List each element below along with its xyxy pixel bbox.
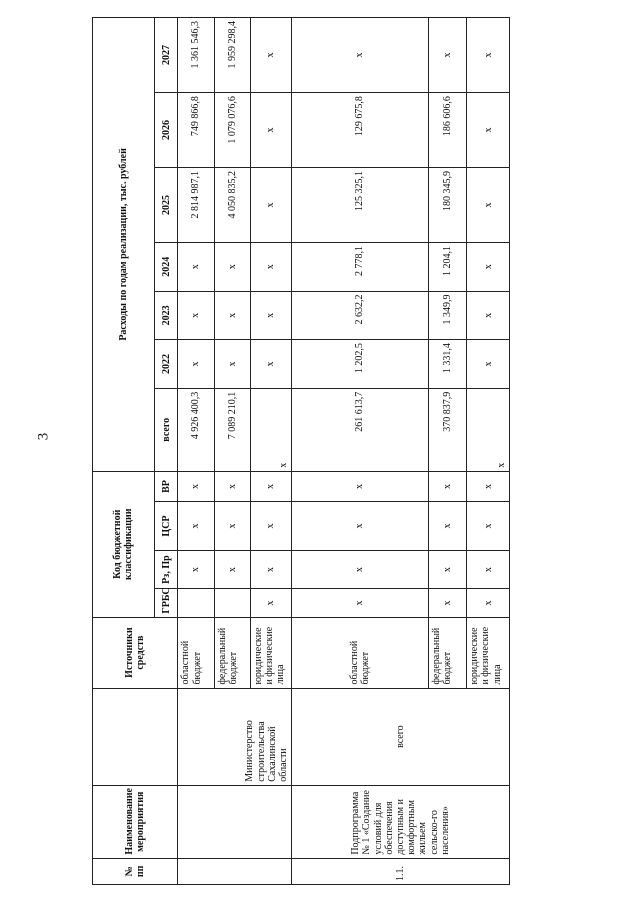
cell-2025: х [251,168,292,243]
cell-source: юридические и физические лица [467,617,510,688]
cell-2022: х [467,340,510,389]
cell-2026: 1 079 076,6 [214,93,250,168]
cell-csr: х [214,502,250,551]
cell-vr: х [292,471,429,501]
cell-source: юридические и физические лица [251,617,292,688]
cell-num-empty [178,858,292,884]
cell-rzpr: х [428,550,466,588]
header-executor [93,688,178,785]
header-year-2027: 2027 [154,18,177,93]
cell-2022: х [251,340,292,389]
cell-2026: х [467,93,510,168]
header-year-2023: 2023 [154,291,177,340]
cell-2023: х [467,291,510,340]
expenses-table [92,17,510,885]
cell-2026: 186 606,6 [428,93,466,168]
cell-grbs: х [292,589,429,617]
cell-2023: 1 349,9 [428,291,466,340]
cell-executor: всего [292,688,510,785]
cell-2024: х [178,242,214,291]
header-sources: Источники средств [93,617,178,688]
cell-vr: х [251,471,292,501]
cell-2025: 2 814 987,1 [178,168,214,243]
cell-csr: х [251,502,292,551]
header-name: Наименование мероприятия [93,785,178,858]
cell-2022: 1 331,4 [428,340,466,389]
cell-total: 4 926 400,3 [178,388,214,471]
cell-vr: х [467,471,510,501]
header-csr: ЦСР [154,502,177,551]
cell-2027: х [251,18,292,93]
cell-total: 370 837,9 [428,388,466,471]
cell-csr: х [178,502,214,551]
cell-csr: х [467,502,510,551]
header-year-2025: 2025 [154,168,177,243]
cell-rzpr: х [467,550,510,588]
page-number: 3 [35,432,52,441]
cell-2025: 125 325,1 [292,168,429,243]
cell-2026: 749 866,8 [178,93,214,168]
cell-num: 1.1. [292,858,510,884]
cell-total: 261 613,7 [292,388,429,471]
cell-2023: х [214,291,250,340]
cell-grbs [178,589,214,617]
cell-2025: х [467,168,510,243]
cell-2022: х [214,340,250,389]
table-row [178,18,214,885]
header-grbs: ГРБС [154,589,177,617]
cell-2023: х [178,291,214,340]
cell-2024: х [467,242,510,291]
cell-vr: х [428,471,466,501]
cell-csr: х [428,502,466,551]
cell-source: областной бюджет [178,617,214,688]
cell-grbs: х [428,589,466,617]
cell-total: х [467,388,510,471]
cell-total: х [251,388,292,471]
header-year-2024: 2024 [154,242,177,291]
cell-csr: х [292,502,429,551]
cell-2023: х [251,291,292,340]
cell-2026: 129 675,8 [292,93,429,168]
cell-2026: х [251,93,292,168]
cell-2027: 1 361 546,3 [178,18,214,93]
cell-source: областной бюджет [292,617,429,688]
header-budget-code: Код бюджетной классификации [93,471,155,617]
cell-grbs: х [251,589,292,617]
cell-2024: 1 204,1 [428,242,466,291]
cell-total: 7 089 210,1 [214,388,250,471]
cell-2027: х [467,18,510,93]
header-expenses: Расходы по годам реализации, тыс. рублей [93,18,155,472]
cell-grbs: х [467,589,510,617]
header-num: № пп [93,858,178,884]
cell-2023: 2 632,2 [292,291,429,340]
cell-2027: х [292,18,429,93]
cell-executor: Министерство строительства Сахалинской области [178,688,292,785]
cell-name-empty [178,785,292,858]
cell-2027: х [428,18,466,93]
header-year-2022: 2022 [154,340,177,389]
table-row [292,18,429,885]
header-year-2026: 2026 [154,93,177,168]
cell-vr: х [178,471,214,501]
cell-2025: 180 345,9 [428,168,466,243]
cell-2022: 1 202,5 [292,340,429,389]
cell-vr: х [214,471,250,501]
cell-rzpr: х [214,550,250,588]
cell-2027: 1 959 298,4 [214,18,250,93]
cell-grbs [214,589,250,617]
cell-name: Подпрограмма № 1 «Создание условий для обеспечения доступным и комфортным жильем сельско-го населения» [292,785,510,858]
cell-2024: х [251,242,292,291]
cell-rzpr: х [292,550,429,588]
cell-2022: х [178,340,214,389]
cell-2024: х [214,242,250,291]
cell-source: федеральный бюджет [428,617,466,688]
header-rzpr: Рз, Пр [154,550,177,588]
rotated-table-container [92,17,510,885]
header-total: всего [154,388,177,471]
cell-rzpr: х [251,550,292,588]
cell-rzpr: х [178,550,214,588]
cell-2024: 2 778,1 [292,242,429,291]
header-vr: ВР [154,471,177,501]
cell-2025: 4 050 835,2 [214,168,250,243]
cell-source: федеральный бюджет [214,617,250,688]
